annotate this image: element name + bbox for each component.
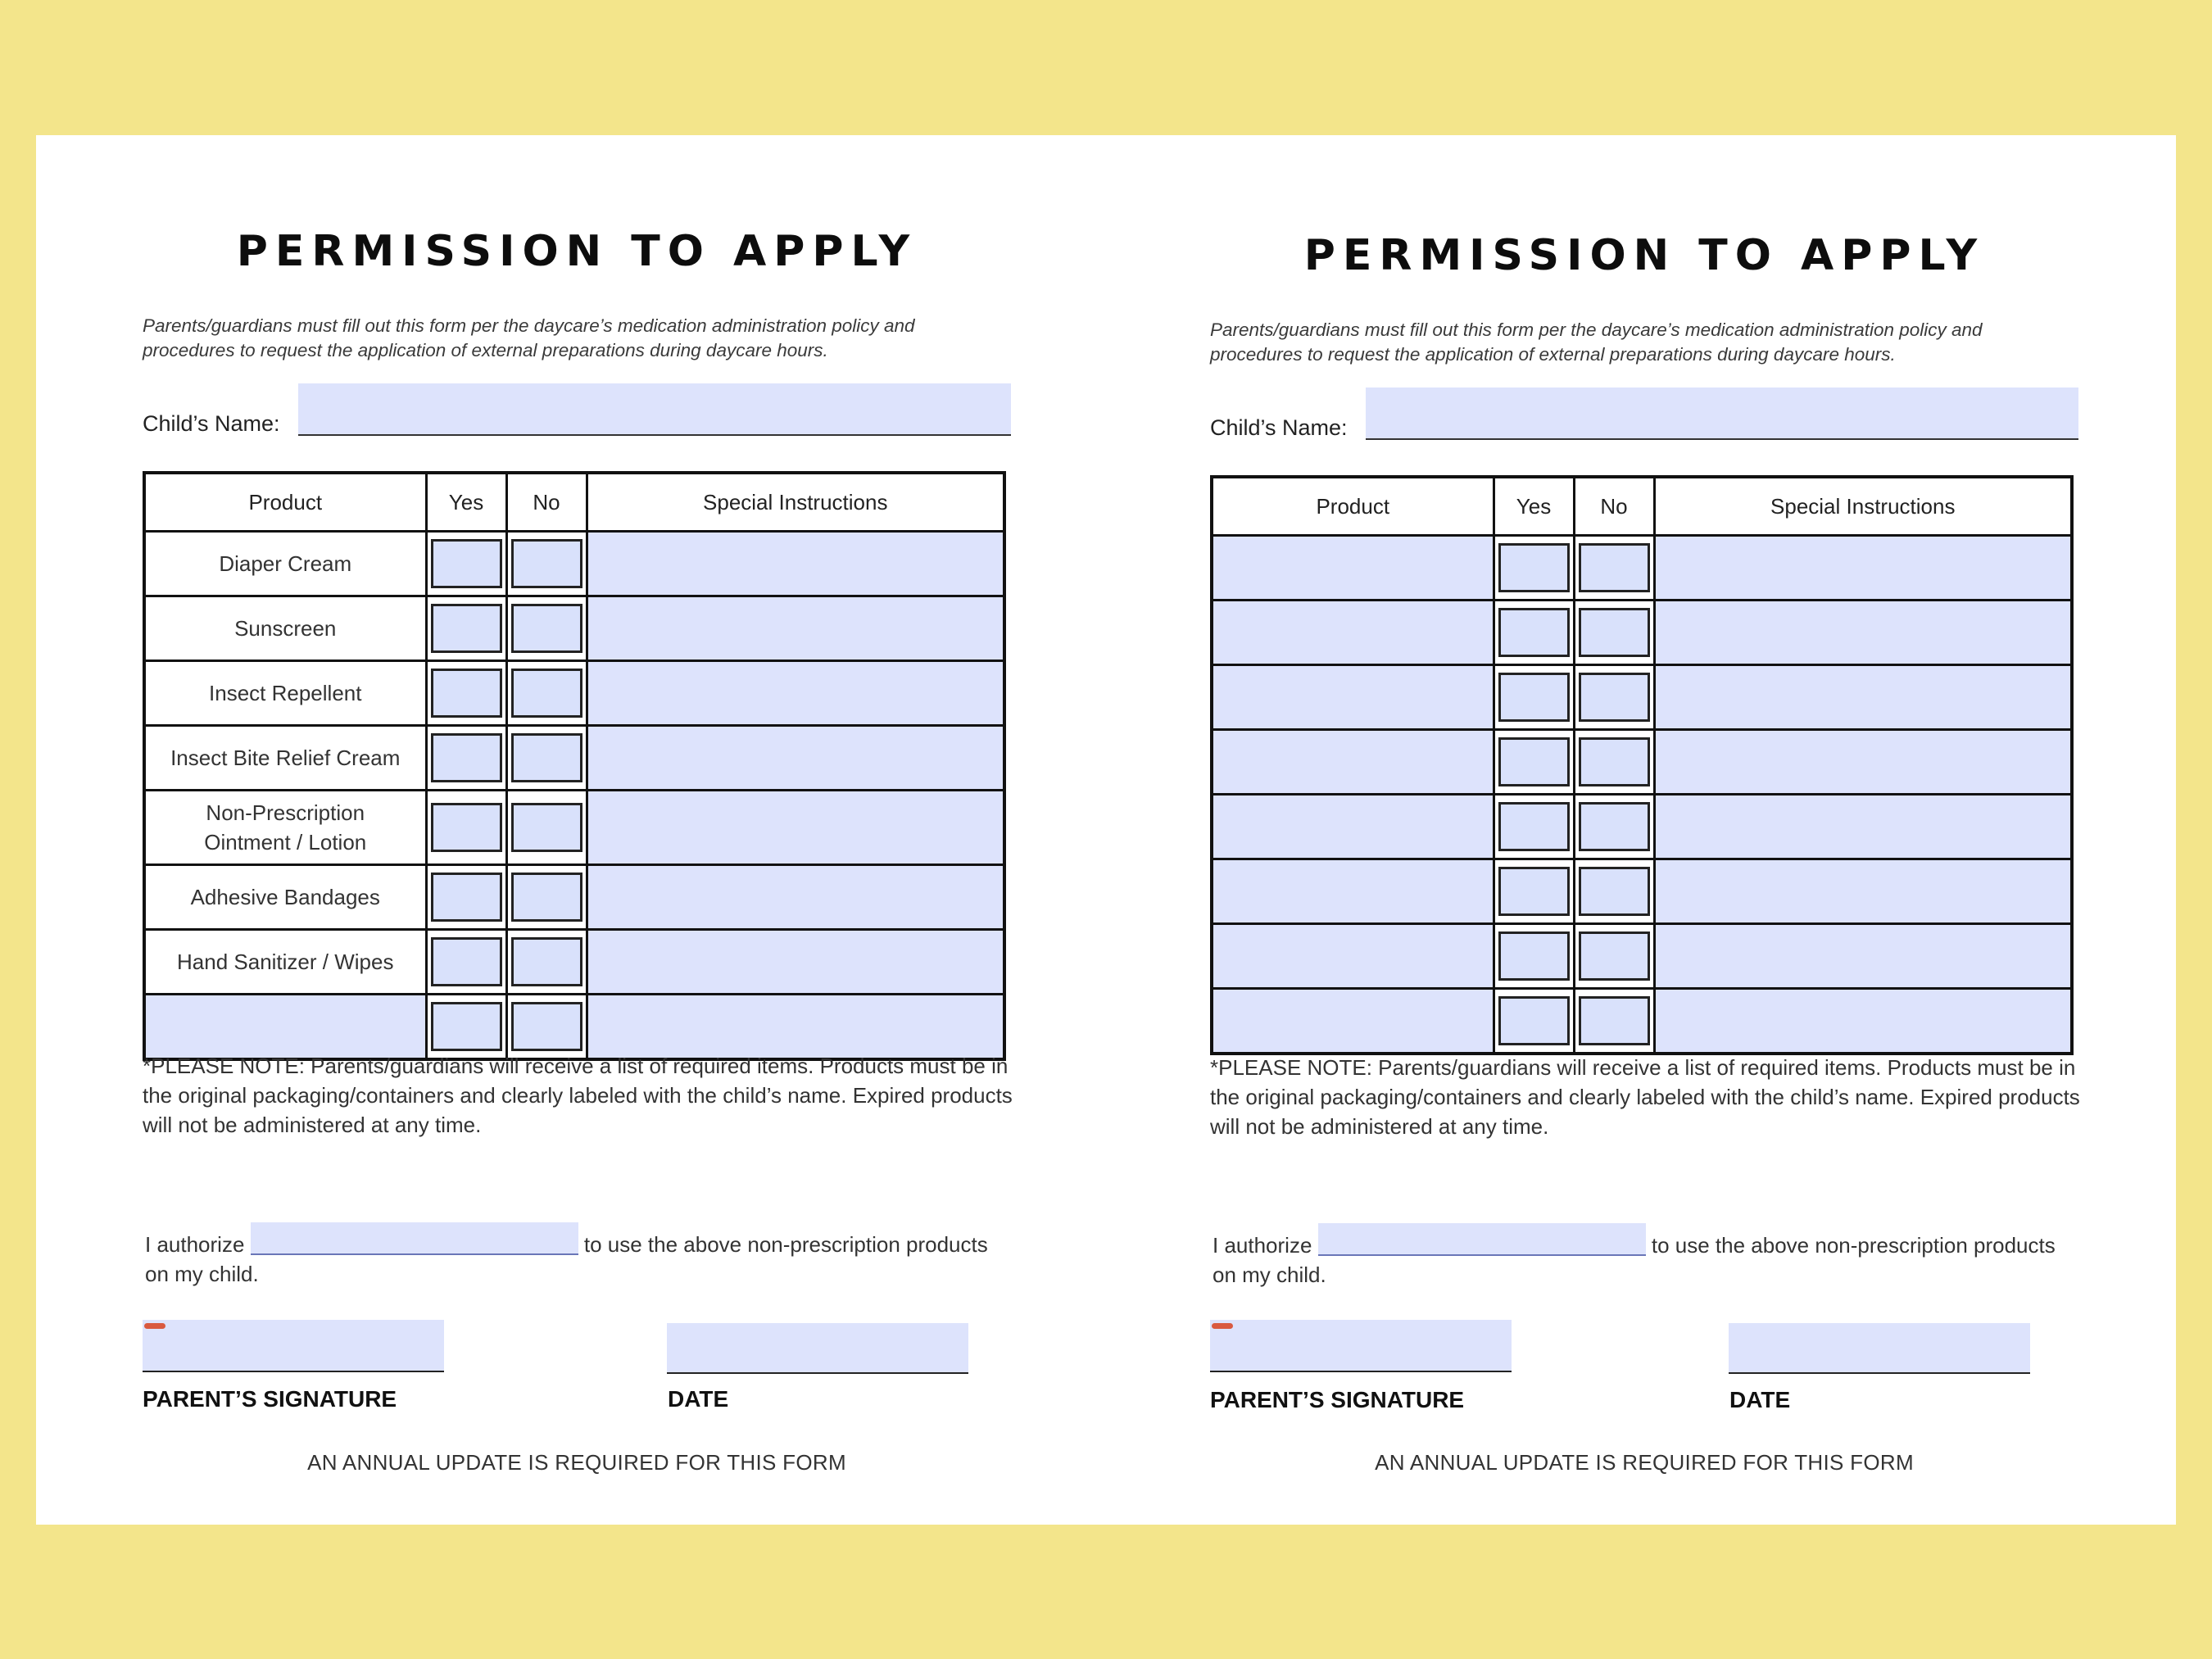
special-instructions-field[interactable] [1654,601,2072,665]
form-title: PERMISSION TO APPLY [236,227,918,276]
special-instructions-field[interactable] [587,661,1004,726]
yes-checkbox[interactable] [1498,543,1570,592]
yes-checkbox[interactable] [431,803,502,852]
header-no: No [1574,477,1654,536]
yes-checkbox[interactable] [1498,931,1570,981]
child-name-field[interactable] [298,383,1011,436]
yes-checkbox[interactable] [431,1002,502,1051]
no-checkbox[interactable] [1579,737,1650,786]
yes-checkbox[interactable] [431,604,502,653]
no-checkbox[interactable] [511,937,582,986]
table-row [144,596,1004,661]
date-label: DATE [1729,1387,1791,1412]
authorize-suffix: to use the above non-prescription products on my child. [1213,1233,2056,1287]
annual-update-footer: AN ANNUAL UPDATE IS REQUIRED FOR THIS FORM [307,1450,846,1475]
table-header-row [1212,477,2072,536]
document-sheet [36,135,2176,1525]
special-instructions-field[interactable] [587,930,1004,995]
table-row [144,726,1004,791]
table-row [1212,795,2072,859]
table-row [144,930,1004,995]
signature-marker-icon [144,1323,165,1329]
child-name-label: Child’s Name: [1210,415,1348,440]
yes-checkbox[interactable] [1498,737,1570,786]
date-field[interactable] [1729,1323,2030,1374]
product-input-field[interactable] [1212,665,1494,730]
form-left [143,135,1019,1525]
child-name-field[interactable] [1366,388,2078,440]
yes-checkbox[interactable] [431,539,502,588]
special-instructions-field[interactable] [587,596,1004,661]
yes-checkbox[interactable] [1498,802,1570,851]
product-input-field[interactable] [1212,536,1494,601]
header-yes: Yes [426,473,506,532]
product-input-field[interactable] [1212,795,1494,859]
table-row [144,532,1004,596]
table-row [144,865,1004,930]
parent-signature-label: PARENT’S SIGNATURE [1210,1387,1465,1412]
product-cell: Diaper Cream [144,532,426,596]
parent-signature-field[interactable] [1210,1320,1512,1372]
table-row [1212,859,2072,924]
table-row [144,995,1004,1060]
parent-signature-field[interactable] [143,1320,444,1372]
no-checkbox[interactable] [511,604,582,653]
special-instructions-field[interactable] [587,532,1004,596]
authorize-suffix: to use the above non-prescription products on my child. [145,1232,988,1286]
no-checkbox[interactable] [1579,543,1650,592]
no-checkbox[interactable] [511,1002,582,1051]
authorize-prefix: I authorize [1213,1233,1312,1258]
special-instructions-field[interactable] [587,865,1004,930]
product-table [1210,475,2074,1055]
authorized-person-field[interactable] [1318,1223,1646,1256]
header-special-instructions: Special Instructions [587,473,1004,532]
table-row [1212,924,2072,989]
special-instructions-field[interactable] [1654,989,2072,1054]
yes-checkbox[interactable] [431,873,502,922]
table-row [1212,536,2072,601]
table-header-row [144,473,1004,532]
special-instructions-field[interactable] [1654,730,2072,795]
table-row [144,791,1004,865]
date-label: DATE [668,1386,729,1412]
product-cell: Non-Prescription Ointment / Lotion [144,791,426,865]
no-checkbox[interactable] [1579,931,1650,981]
product-cell: Sunscreen [144,596,426,661]
product-input-field[interactable] [1212,730,1494,795]
special-instructions-field[interactable] [587,995,1004,1060]
product-cell: Insect Bite Relief Cream [144,726,426,791]
table-row [1212,665,2072,730]
header-product: Product [144,473,426,532]
parent-signature-label: PARENT’S SIGNATURE [143,1386,397,1412]
product-input-field[interactable] [1212,601,1494,665]
no-checkbox[interactable] [1579,608,1650,657]
special-instructions-field[interactable] [1654,795,2072,859]
authorized-person-field[interactable] [251,1222,578,1255]
product-table [143,471,1006,1061]
no-checkbox[interactable] [511,733,582,782]
product-input-field[interactable] [1212,924,1494,989]
header-no: No [506,473,587,532]
signature-marker-icon [1212,1323,1233,1329]
child-name-row [1210,388,2078,445]
header-special-instructions: Special Instructions [1654,477,2072,536]
no-checkbox[interactable] [1579,867,1650,916]
table-row [1212,601,2072,665]
product-cell: Insect Repellent [144,661,426,726]
authorize-prefix: I authorize [145,1232,245,1257]
child-name-label: Child’s Name: [143,411,280,436]
special-instructions-field[interactable] [587,726,1004,791]
no-checkbox[interactable] [1579,673,1650,722]
no-checkbox[interactable] [511,803,582,852]
form-right [1210,139,2087,1529]
table-row [144,661,1004,726]
yes-checkbox[interactable] [431,669,502,718]
special-instructions-field[interactable] [1654,924,2072,989]
special-instructions-field[interactable] [1654,859,2072,924]
no-checkbox[interactable] [1579,802,1650,851]
no-checkbox[interactable] [511,539,582,588]
table-row [1212,730,2072,795]
product-cell: Adhesive Bandages [144,865,426,930]
yes-checkbox[interactable] [431,733,502,782]
yes-checkbox[interactable] [431,937,502,986]
no-checkbox[interactable] [511,873,582,922]
please-note: *PLEASE NOTE: Parents/guardians will receive a list of required items. Products must be in the original packaging/containers and clearly labeled with the child’s name. Expired products will not be administered at any time. [143,1054,1013,1137]
table-row [1212,989,2072,1054]
product-input-field[interactable] [144,995,426,1060]
special-instructions-field[interactable] [1654,665,2072,730]
no-checkbox[interactable] [511,669,582,718]
annual-update-footer: AN ANNUAL UPDATE IS REQUIRED FOR THIS FORM [1375,1450,1914,1475]
date-field[interactable] [667,1323,968,1374]
yes-checkbox[interactable] [1498,673,1570,722]
please-note: *PLEASE NOTE: Parents/guardians will receive a list of required items. Products must be in the original packaging/containers and clearly labeled with the child’s name. Expired products will not be administered at any time. [1210,1055,2080,1139]
special-instructions-field[interactable] [1654,536,2072,601]
header-yes: Yes [1494,477,1574,536]
product-input-field[interactable] [1212,859,1494,924]
product-input-field[interactable] [1212,989,1494,1054]
yes-checkbox[interactable] [1498,996,1570,1045]
authorization-text [145,1222,1013,1289]
form-intro: Parents/guardians must fill out this form per the daycare’s medication administration policy and procedures to request the application of external preparations during daycare hours. [143,315,915,360]
child-name-row [143,383,1011,441]
form-intro: Parents/guardians must fill out this form per the daycare’s medication administration policy and procedures to request the application of external preparations during daycare hours. [1210,320,1983,365]
yes-checkbox[interactable] [1498,867,1570,916]
form-title: PERMISSION TO APPLY [1303,231,1985,280]
product-cell: Hand Sanitizer / Wipes [144,930,426,995]
no-checkbox[interactable] [1579,996,1650,1045]
special-instructions-field[interactable] [587,791,1004,865]
header-product: Product [1212,477,1494,536]
authorization-text [1213,1223,2081,1290]
yes-checkbox[interactable] [1498,608,1570,657]
